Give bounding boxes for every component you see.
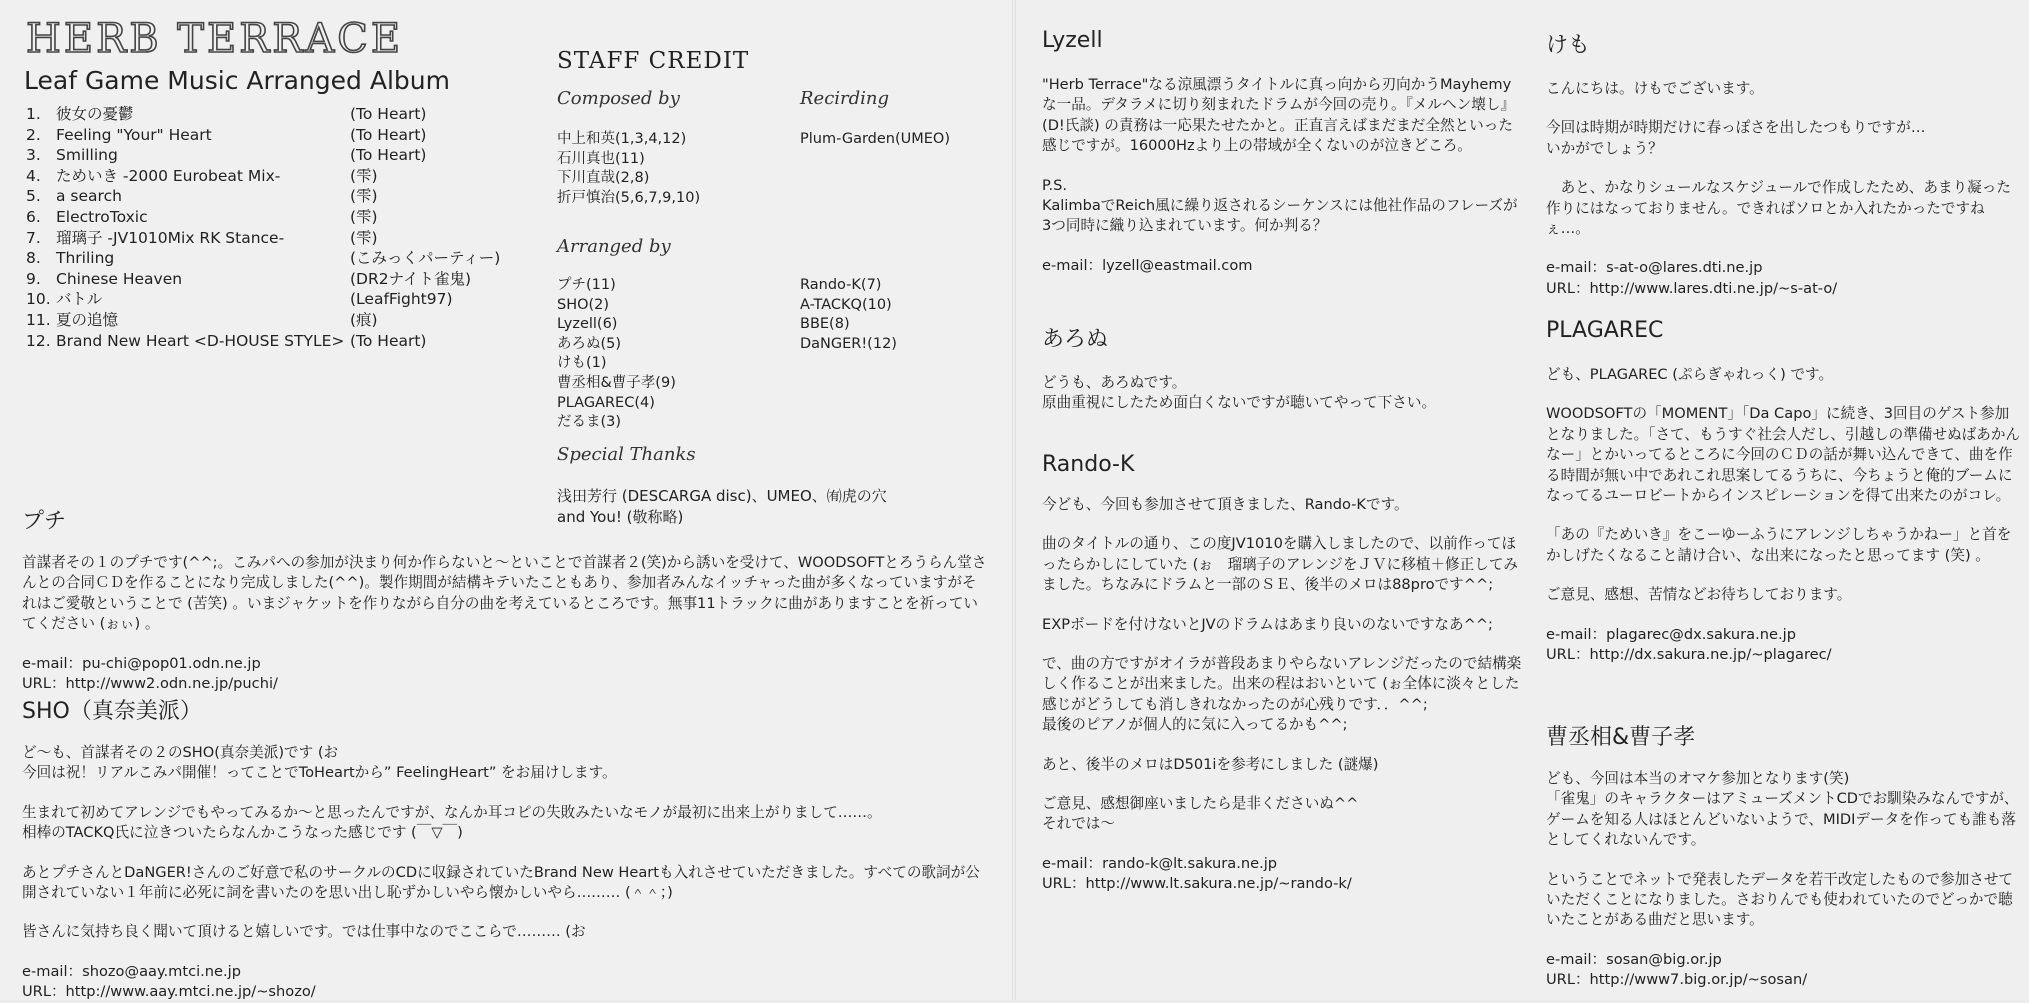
email-text: e-mail：rando-k@lt.sakura.ne.jp [1042,854,1278,872]
section-paragraph: 首謀者その１のプチです(^^;。こみパへの参加が決まり何か作らないと～といことで首謀者２(笑)から誘いを受けて、WOODSOFTとろうらん堂さんとの合同ＣＤを作ることになり完成しました(^^)。製作期間が結構キテいたこともあり、参加者みんなイッチャった曲が多くなっていますがそれはご愛敬ということで (苦笑) 。いまジャケットを作りながら自分の曲を考えているところです。無事11トラックに曲がありますことを祈っていてください (ぉぃ) 。 [22,554,987,633]
section-lyzell [1042,28,1522,276]
arranger-item: Rando-K(7) [800,277,882,293]
staff-credit-title: STAFF CREDIT [557,48,750,74]
section-paragraph: 今回は祝！リアルこみパ開催！ってことでToHeartから” FeelingHeart” をお届けします。 [22,764,617,782]
section-paragraph: 最後のピアノが個人的に気に入ってるかも^^; [1042,716,1348,734]
section-paragraph: ど～も、首謀者その２のSHO(真奈美派)です (お [22,744,339,761]
section-heading: けも [1546,33,1591,58]
recording-label: Recirding [800,88,890,109]
track-item: 12. Brand New Heart <D-HOUSE STYLE> (To Heart) [26,331,427,350]
email-text: e-mail：lyzell@eastmail.com [1042,256,1253,274]
track-item: 4. ためいき -2000 Eurobeat Mix- (雫) [26,166,378,185]
arranger-item: プチ(11) [557,277,616,293]
section-rando-k [1042,452,1522,895]
section-paragraph: こんにちは。けもでございます。 [1546,80,1764,97]
section-sho [22,694,990,1003]
section-paragraph: 皆さんに気持ち良く聞いて頂けると嬉しいです。では仕事中なのでここらで……… (お [22,923,586,941]
arranger-item: けも(1) [557,355,607,372]
section-kemo [1546,28,2022,299]
url-text: URL：http://www.aay.mtci.ne.jp/~shozo/ [22,983,316,1001]
section-heading: PLAGAREC [1546,318,1664,343]
section-heading: Rando-K [1042,452,1135,477]
track-item: 10. バトル (LeafFight97) [26,290,453,309]
url-text: URL：http://www.lt.sakura.ne.jp/~rando-k/ [1042,875,1352,893]
arranger-item: A-TACKQ(10) [800,296,892,313]
arranger-item: だるま(3) [557,414,622,431]
section-heading: あろぬ [1042,327,1109,352]
section-paragraph: で、曲の方ですがオイラが普段あまりやらないアレンジだったので結構楽しく作ることが出来ました。出来の程はおいといて (ぉ全体に淡々とした感じがどうしても消しきれなかったのが心残りです．．^^; [1042,655,1522,713]
composer-list [557,130,700,208]
album-logo: HERB TERRACE [26,16,404,62]
special-thanks-line: 浅田芳行 (DESCARGA disc)、UMEO、㈲虎の穴 [557,487,887,505]
section-paragraph: KalimbaでReich風に繰り返されるシーケンスには他社作品のフレーズが3つ同時に織り込まれています。何か判る？ [1042,197,1518,235]
composer-item: 折戸慎治(5,6,7,9,10) [557,189,701,206]
section-paragraph: WOODSOFTの「MOMENT」「Da Capo」に続き、3回目のゲスト参加となりました。「さて、もうすぐ社会人だし、引越しの準備せぬばあかんなー」とかいってるところに今回のＣＤの話が舞い込んできて、曲を作る時間が無い中であれこれ思案してるうちに、今ちょうと俺的ブームになってるユーロビートからインスピレーションを得て出来たのがコレ。 [1546,405,2021,505]
section-puchi [22,504,990,694]
track-item: 3. Smilling (To Heart) [26,146,427,165]
section-paragraph: あと、後半のメロはD501iを参考にしました (謎爆) [1042,755,1379,773]
arranged-by-label: Arranged by [557,236,671,257]
album-subtitle: Leaf Game Music Arranged Album [24,66,450,95]
section-paragraph: ご意見、感想御座いましたら是非くださいぬ^^ [1042,795,1359,813]
section-paragraph: 「雀鬼」のキャラクターはアミューズメントCDでお馴染みなんですが、ゲームを知る人はほとんどいないようで、MIDIデータを作っても誰も落としてくれないんです。 [1546,790,2019,849]
section-paragraph: ご意見、感想、苦情などお待ちしております。 [1546,586,1852,604]
section-paragraph: あと、かなりシュールなスケジュールで作成したため、あまり凝った作りにはなっておりません。できればソロとか入れたかったですねぇ…。 [1546,179,2011,238]
section-paragraph: 「あの『ためいき』をこーゆーふうにアレンジしちゃうかねー」と首をかしげたくなること請け合い、な出来になったと思ってます (笑) 。 [1546,526,2012,564]
composer-item: 中上和英(1,3,4,12) [557,131,687,147]
arranger-list-right [800,276,897,354]
email-text: e-mail：s-at-o@lares.dti.ne.jp [1546,259,1763,277]
arranger-list-left [557,276,676,433]
section-paragraph: 今ども、今回も参加させて頂きました、Rando-Kです。 [1042,496,1409,513]
section-paragraph: "Herb Terrace"なる涼風漂うタイトルに真っ向から刃向かうMayhemyな一品。デタラメに切り刻まれたドラムが今回の売り。『メルヘン壊し』 (D!氏談) の責務は一応果たせたかと。正直言えばまだまだ全然といった感じですが。16000Hzより上の帯域が全くないのが泣きどころ。 [1042,76,1515,155]
section-paragraph: いかがでしょう？ [1546,139,1663,157]
email-text: e-mail：plagarec@dx.sakura.ne.jp [1546,625,1796,643]
section-paragraph: ということでネットで発表したデータを若干改定したもので参加させていただくことになりました。さおりんでも使われていたのでどっかで聴いたことがある曲だと思います。 [1546,870,2014,929]
arranger-item: Lyzell(6) [557,316,618,333]
arranger-item: SHO(2) [557,296,610,313]
section-heading: SHO（真奈美派） [22,699,202,724]
arranger-item: PLAGAREC(4) [557,394,655,411]
arranger-item: DaNGER!(12) [800,335,897,352]
email-text: e-mail：pu-chi@pop01.odn.ne.jp [22,654,261,672]
track-item: 9. Chinese Heaven (DR2ナイト雀鬼) [26,269,472,288]
section-aronu [1042,322,1522,414]
track-item: 7. 瑠璃子 -JV1010Mix RK Stance- (雫) [26,228,378,247]
section-plagarec [1546,318,2022,665]
section-paragraph: ども、PLAGAREC (ぷらぎゃれっく) です。 [1546,366,1834,383]
section-paragraph: ども、今回は本当のオマケ参加となります(笑) [1546,770,1850,787]
section-heading: 曹丞相&曹子孝 [1546,725,1696,750]
arranger-item: あろぬ(5) [557,335,622,352]
section-paragraph: 曲のタイトルの通り、この度JV1010を購入しましたので、以前作ってほったらかしにしていた (ぉ 瑠璃子のアレンジをＪＶに移植＋修正してみました。ちなみにドラムと一部のＳＥ、後半のメロは88proです^^; [1042,535,1519,594]
arranger-item: 曹丞相&曹子孝(9) [557,374,676,391]
section-paragraph: それでは～ [1042,815,1115,833]
url-text: URL：http://www.lares.dti.ne.jp/~s-at-o/ [1546,279,1838,297]
section-paragraph: P.S. [1042,176,1068,194]
track-item: 6. ElectroToxic (雫) [26,207,378,226]
section-paragraph: 生まれて初めてアレンジでもやってみるか～と思ったんですが、なんか耳コピの失敗みたいなモノが最初に出来上がりまして……。 [22,803,882,821]
track-item: 2. Feeling "Your" Heart (To Heart) [26,125,427,144]
track-item: 8. Thriling (こみっくパーティー) [26,249,501,268]
recording-credit: Plum-Garden(UMEO) [800,131,951,147]
section-heading: プチ [22,509,67,534]
url-text: URL：http://www7.big.or.jp/~sosan/ [1546,971,1808,989]
composed-by-label: Composed by [557,88,680,109]
track-list [26,104,526,351]
section-paragraph: EXPボードを付けないとJVのドラムはあまり良いのないですなあ^^; [1042,615,1493,633]
section-paragraph: 今回は時期が時期だけに春っぽさを出したつもりですが… [1546,119,1926,137]
page-fold [1012,0,1016,1000]
section-paragraph: 原曲重視にしたため面白くないですが聴いてやって下さい。 [1042,394,1437,412]
section-paragraph: あとプチさんとDaNGER!さんのご好意で私のサークルのCDに収録されていたBrand New Heartも入れさせていただきました。すべての歌詞が公開されていない１年前に必死に詞を書いたのを思い出し恥ずかしいやら懐かしいやら……… (＾＾；) [22,863,980,902]
section-soso [1546,720,2022,991]
special-thanks-label: Special Thanks [557,444,696,465]
composer-item: 石川真也(11) [557,150,645,167]
url-text: URL：http://www2.odn.ne.jp/puchi/ [22,675,278,693]
track-item: 5. a search (雫) [26,187,378,206]
special-thanks-line: and You! (敬称略) [557,508,684,526]
composer-item: 下川直哉(2,8) [557,170,650,187]
section-paragraph: どうも、あろぬです。 [1042,374,1187,391]
arranger-item: BBE(8) [800,316,850,333]
email-text: e-mail：shozo@aay.mtci.ne.jp [22,962,241,980]
track-item: 11. 夏の追憶 (痕) [26,310,378,329]
section-paragraph: 相棒のTACKQ氏に泣きついたらなんかこうなった感じです (￣▽￣) [22,824,463,842]
email-text: e-mail：sosan@big.or.jp [1546,950,1722,968]
url-text: URL：http://dx.sakura.ne.jp/~plagarec/ [1546,646,1832,664]
section-heading: Lyzell [1042,28,1103,53]
track-item: 1. 彼女の憂鬱 (To Heart) [26,105,427,123]
